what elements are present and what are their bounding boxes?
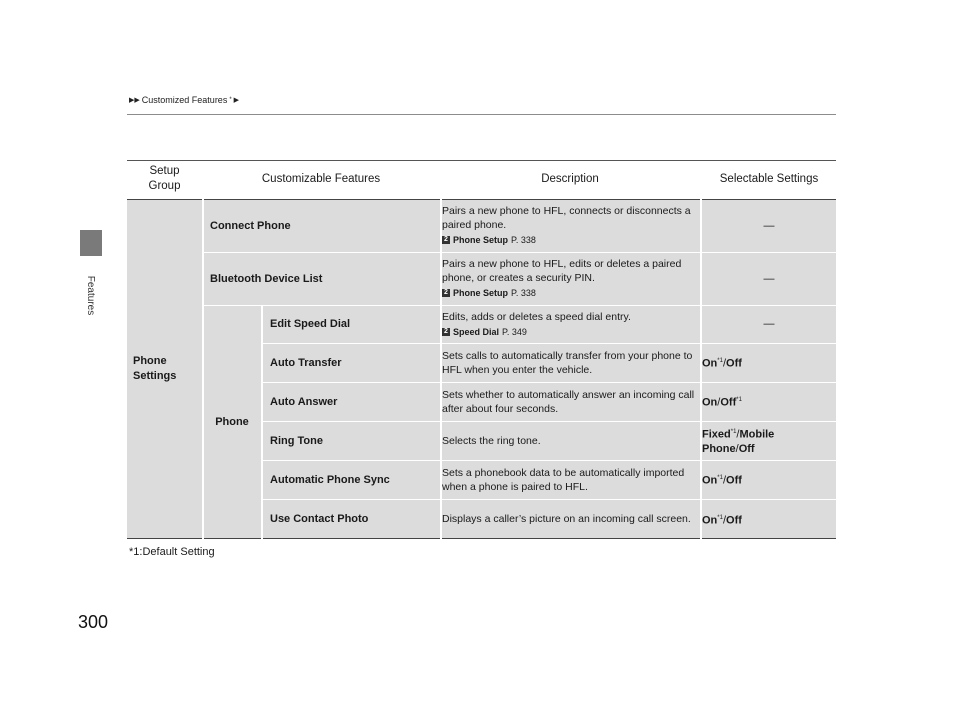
default-marker: *1 [730,429,737,436]
setting-option: Off [738,442,755,455]
setting-option: On [702,474,718,487]
reference-label: Phone Setup [453,235,509,245]
table-row [442,499,698,539]
setting-option: On [702,514,718,527]
header-customizable-features: Customizable Features [261,172,381,185]
default-marker: *1 [717,358,723,365]
table-row [442,199,698,252]
subgroup-label: Phone [215,416,249,428]
feature-ring-tone: Ring Tone [270,434,323,447]
setting-separator: / [722,357,727,370]
description-text: Displays a caller’s picture on an incoming call screen. [442,513,691,525]
feature-auto-answer: Auto Answer [270,395,338,408]
default-marker: *1 [717,475,723,482]
reference-label: Phone Setup [453,288,509,298]
chapter-tab-label: Features [85,275,97,315]
feature-connect-phone: Connect Phone [210,219,291,232]
feature-use-contact-photo: Use Contact Photo [270,513,369,525]
cross-reference[interactable] [442,286,698,300]
setting-value: — [763,219,775,232]
setup-group-label: Phone Settings [133,355,177,382]
chapter-tab-marker [80,230,102,256]
default-marker: *1 [717,514,723,521]
reference-arrow-icon: 2 [442,236,450,244]
setting-value [702,343,836,382]
description-text: Pairs a new phone to HFL, edits or deletes a paired phone, or creates a security PIN. [442,258,682,284]
feature-edit-speed-dial: Edit Speed Dial [270,318,351,330]
footnote: *1:Default Setting [129,546,215,558]
description-text: Pairs a new phone to HFL, connects or disconnects a paired phone. [442,205,691,231]
setting-option: Off [726,474,742,487]
setting-value [702,382,836,421]
description-text: Sets calls to automatically transfer from your phone to HFL when you enter the vehicle. [442,349,693,376]
cross-reference[interactable] [442,233,698,247]
setting-option: On [702,357,718,370]
setting-value [702,421,802,460]
table-row [442,305,698,343]
column-divider [261,305,263,539]
breadcrumb-arrow-icon: ▶ [233,97,240,104]
reference-arrow-icon: 2 [442,289,450,297]
header-selectable-settings: Selectable Settings [719,172,819,185]
setting-separator: / [736,428,740,441]
breadcrumb [129,95,239,105]
page-number: 300 [78,612,109,632]
feature-automatic-phone-sync: Automatic Phone Sync [270,473,390,486]
reference-page: P. 338 [511,288,536,298]
description-text: Selects the ring tone. [442,434,541,447]
setting-option: On [702,396,718,409]
default-marker: *1 [736,397,742,404]
breadcrumb-label[interactable]: Customized Features [141,95,228,105]
feature-auto-transfer: Auto Transfer [270,356,342,369]
setting-separator: / [735,442,739,455]
header-rule [127,114,836,115]
setting-value: — [763,318,775,330]
table-row [442,343,698,382]
setting-separator: / [722,514,727,527]
setting-value: — [763,272,775,285]
reference-page: P. 349 [502,326,527,337]
header-setup-group: Setup Group [148,165,181,192]
setting-separator: / [722,474,727,487]
breadcrumb-marker: * [229,97,232,103]
reference-arrow-icon: 2 [442,328,450,336]
breadcrumb-arrow-icon: ▶▶ [129,97,140,104]
setting-value [702,460,836,499]
description-text: Edits, adds or deletes a speed dial entry. [442,310,631,323]
description-text: Sets whether to automatically answer an incoming call after about four seconds. [442,388,695,415]
feature-bluetooth-device-list: Bluetooth Device List [210,272,323,285]
table-row [442,382,698,421]
header-description: Description [541,172,599,185]
setting-option: Off [720,396,737,409]
setting-value [702,499,836,539]
table-row [442,252,698,305]
table-row [442,460,698,499]
setting-option: Fixed [702,428,731,441]
cross-reference[interactable] [442,325,698,339]
description-text: Sets a phonebook data to be automatically imported when a phone is paired to HFL. [442,466,685,493]
table-row [442,421,698,460]
setting-option: Off [726,514,742,527]
setting-separator: / [717,396,721,409]
setting-option: Off [726,357,742,370]
setting-option: Mobile Phone [702,428,775,455]
reference-label: Speed Dial [453,326,500,337]
reference-page: P. 338 [511,235,536,245]
